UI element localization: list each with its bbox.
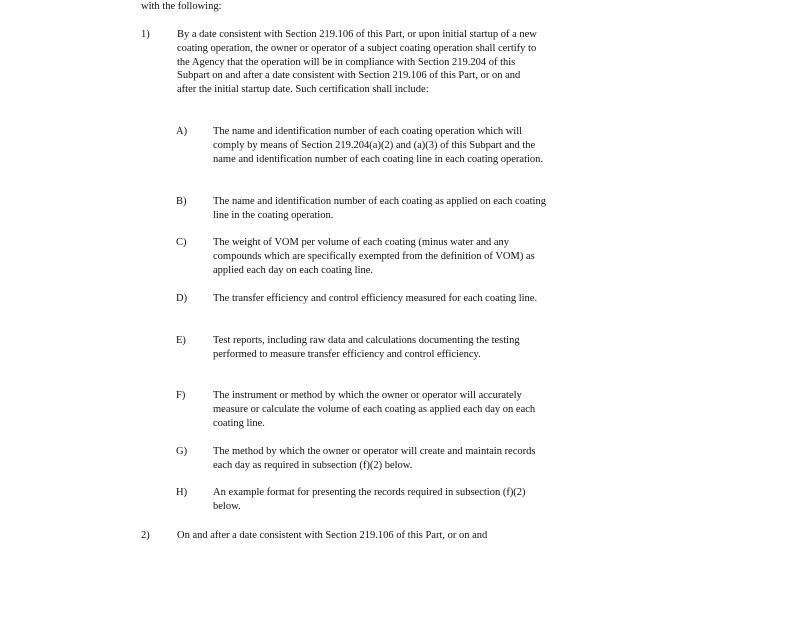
- item-g-text: The method by which the owner or operator will create and maintain records each day as required in subsection (f)(2) below.: [213, 446, 536, 471]
- item-a-label: A): [176, 126, 188, 137]
- item-g-label: G): [176, 446, 188, 457]
- item-d-label: D): [176, 293, 188, 304]
- intro-text: with the following:: [141, 1, 222, 12]
- item-a-text: The name and identification number of each coating operation which will comply by means of Section 219.204(a)(2) and (a)(3) of this Subpart and the name and identification number of each coating line in each coating operation.: [213, 126, 544, 165]
- item-e-text: Test reports, including raw data and calculations documenting the testing performed to measure transfer efficiency and control efficiency.: [213, 335, 520, 360]
- item-f-text: The instrument or method by which the owner or operator will accurately measure or calculate the volume of each coating as applied each day on each coating line.: [213, 390, 536, 429]
- item-c-label: C): [176, 237, 187, 248]
- item-d-text: The transfer efficiency and control efficiency measured for each coating line.: [213, 293, 538, 304]
- paragraph-1-number: 1): [141, 29, 150, 40]
- paragraph-2-text: On and after a date consistent with Section 219.106 of this Part, or on and: [177, 530, 488, 541]
- item-b-text: The name and identification number of each coating as applied on each coating line in the coating operation.: [213, 196, 546, 221]
- item-c-text: The weight of VOM per volume of each coating (minus water and any compounds which are specifically exempted from the definition of VOM) as applied each day on each coating line.: [213, 237, 535, 276]
- paragraph-1-text: By a date consistent with Section 219.106 of this Part, or upon initial startup of a new coating operation, the owner or operator of a subject coating operation shall certify to the Agency that the operation will be in compliance with Section 219.204 of this Subpart on and after a date consistent with Section 219.106 of this Part, or on and after the initial startup date. Such certification shall include:: [177, 29, 537, 96]
- paragraph-2-number: 2): [141, 530, 150, 541]
- item-h-label: H): [176, 487, 188, 498]
- item-h-text: An example format for presenting the records required in subsection (f)(2) below.: [213, 487, 526, 512]
- item-b-label: B): [176, 196, 187, 207]
- item-e-label: E): [176, 335, 186, 346]
- item-f-label: F): [176, 390, 186, 401]
